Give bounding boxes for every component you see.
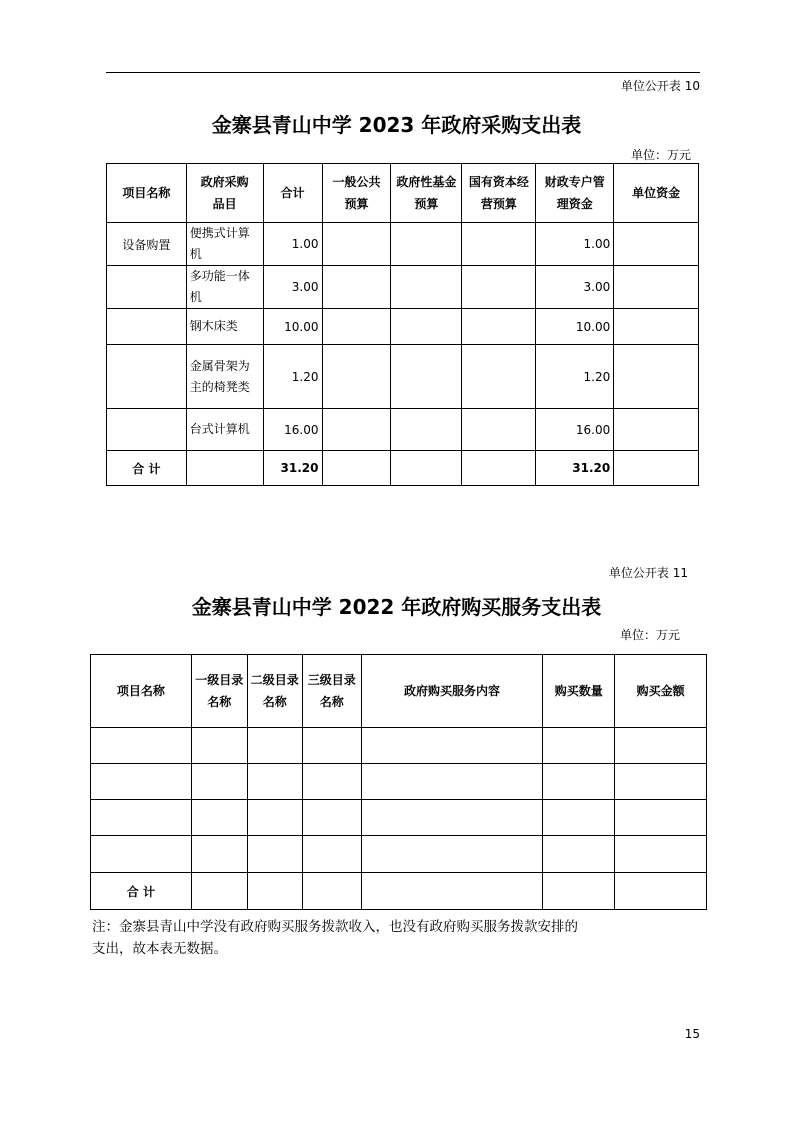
table-row	[107, 409, 699, 451]
cell-fund	[391, 345, 462, 409]
col-header: 合计	[263, 164, 322, 223]
col-header: 财政专户管理资金	[536, 164, 614, 223]
total-row	[107, 451, 699, 486]
table-row	[107, 266, 699, 309]
cell-general	[322, 223, 391, 266]
cell-unitfund	[614, 451, 699, 486]
col-header: 国有资本经营预算	[462, 164, 536, 223]
cell-special: 3.00	[536, 266, 614, 309]
cell-unitfund	[614, 345, 699, 409]
table-row	[107, 309, 699, 345]
cell-state	[462, 223, 536, 266]
col-header: 购买数量	[543, 655, 615, 728]
cell-special: 1.20	[536, 345, 614, 409]
cell-unitfund	[614, 409, 699, 451]
cell-state	[462, 266, 536, 309]
col-header: 三级目录名称	[302, 655, 361, 728]
table-header-row	[91, 655, 707, 728]
table-row	[91, 836, 707, 873]
page-number: 15	[684, 1027, 700, 1041]
cell-general	[322, 309, 391, 345]
table11-label: 单位公开表 11	[608, 566, 688, 580]
table10-label: 单位公开表 10	[620, 79, 700, 93]
col-header: 购买金额	[615, 655, 707, 728]
cell-item: 多功能一体机	[186, 266, 263, 309]
cell-item: 钢木床类	[186, 309, 263, 345]
cell-general	[322, 345, 391, 409]
table-row	[91, 800, 707, 836]
cell-total: 1.20	[263, 345, 322, 409]
cell-item: 台式计算机	[186, 409, 263, 451]
cell-state	[462, 345, 536, 409]
col-header: 政府购买服务内容	[361, 655, 543, 728]
col-header: 一级目录名称	[191, 655, 247, 728]
col-header: 二级目录名称	[247, 655, 302, 728]
table11-unit: 单位：万元	[619, 628, 680, 642]
table-row	[91, 764, 707, 800]
cell-total: 16.00	[263, 409, 322, 451]
col-header: 一般公共预算	[322, 164, 391, 223]
cell-general	[322, 451, 391, 486]
col-header: 政府性基金预算	[391, 164, 462, 223]
table10-unit: 单位：万元	[630, 148, 691, 162]
cell-item	[186, 451, 263, 486]
cell-unitfund	[614, 223, 699, 266]
cell-general	[322, 266, 391, 309]
total-row	[91, 873, 707, 910]
cell-general	[322, 409, 391, 451]
table-row	[107, 345, 699, 409]
cell-total: 3.00	[263, 266, 322, 309]
cell-unitfund	[614, 266, 699, 309]
note-line: 注：金寨县青山中学没有政府购买服务拨款收入，也没有政府购买服务拨款安排的	[92, 919, 578, 935]
cell-item: 金属骨架为主的椅凳类	[186, 345, 263, 409]
cell-special: 1.00	[536, 223, 614, 266]
cell-unitfund	[614, 309, 699, 345]
note-line: 支出，故本表无数据。	[92, 941, 227, 957]
cell-project	[107, 309, 187, 345]
col-header: 项目名称	[107, 164, 187, 223]
cell-total: 1.00	[263, 223, 322, 266]
cell-fund	[391, 409, 462, 451]
cell-project	[107, 345, 187, 409]
table-row	[91, 728, 707, 764]
total-label: 合 计	[91, 873, 192, 910]
header-rule	[106, 72, 700, 73]
col-header: 政府采购品目	[186, 164, 263, 223]
cell-fund	[391, 223, 462, 266]
cell-item: 便携式计算机	[186, 223, 263, 266]
cell-fund	[391, 266, 462, 309]
cell-fund	[391, 451, 462, 486]
table11-title: 金寨县青山中学 2022 年政府购买服务支出表	[191, 595, 602, 619]
cell-project	[107, 409, 187, 451]
cell-total: 10.00	[263, 309, 322, 345]
cell-special: 31.20	[536, 451, 614, 486]
service-purchase-table	[90, 654, 707, 910]
cell-special: 16.00	[536, 409, 614, 451]
cell-state	[462, 451, 536, 486]
table-header-row	[107, 164, 699, 223]
cell-total: 31.20	[263, 451, 322, 486]
cell-special: 10.00	[536, 309, 614, 345]
table-row	[107, 223, 699, 266]
procurement-table	[106, 163, 699, 486]
cell-state	[462, 309, 536, 345]
cell-project	[107, 266, 187, 309]
col-header: 单位资金	[614, 164, 699, 223]
table10-title: 金寨县青山中学 2023 年政府采购支出表	[211, 113, 582, 137]
cell-fund	[391, 309, 462, 345]
col-header: 项目名称	[91, 655, 192, 728]
note	[92, 916, 712, 960]
cell-state	[462, 409, 536, 451]
cell-project: 设备购置	[107, 223, 187, 266]
total-label: 合 计	[107, 451, 187, 486]
